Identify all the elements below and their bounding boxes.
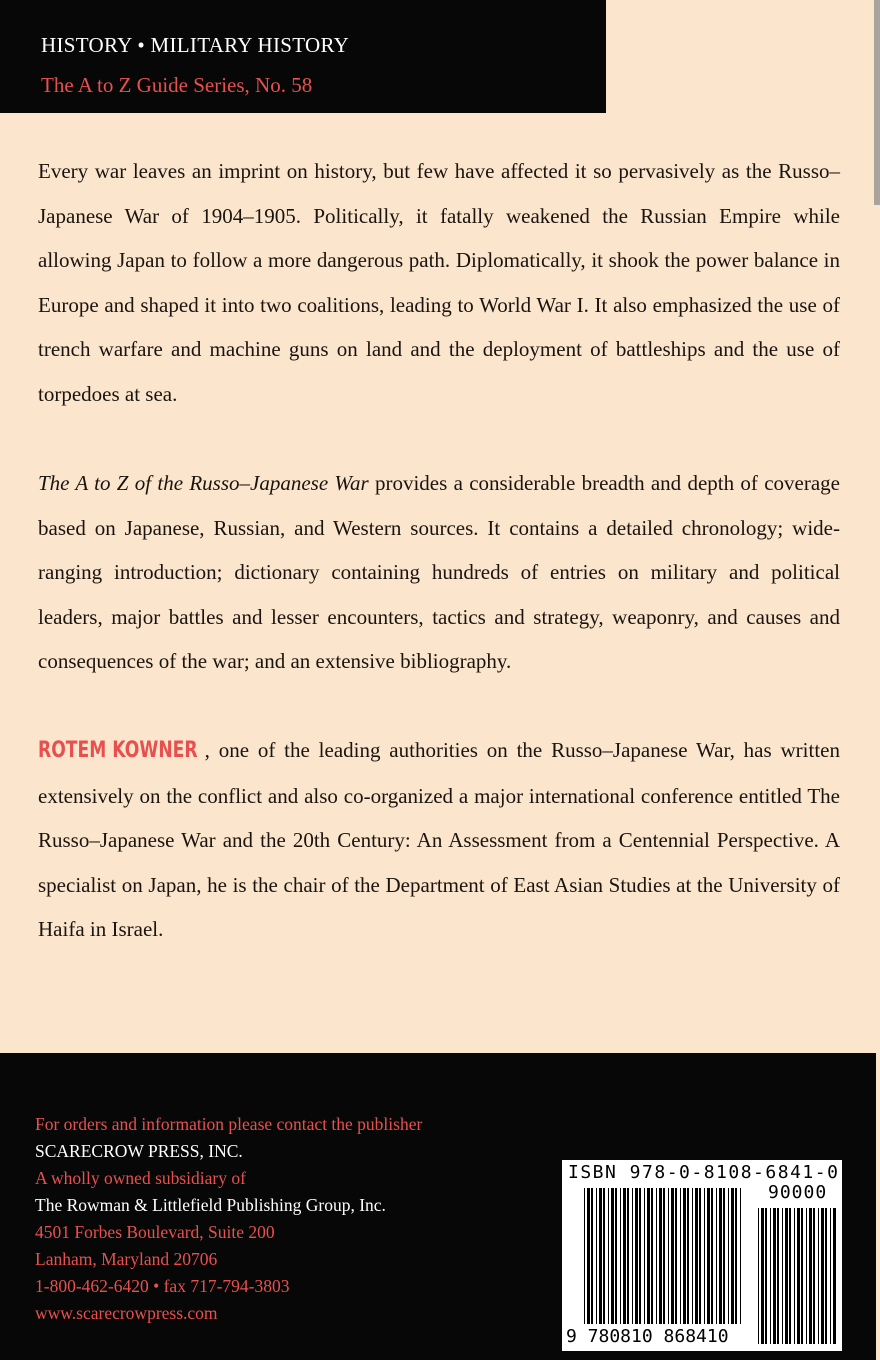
parent-company: The Rowman & Littlefield Publishing Group, Inc. xyxy=(35,1195,386,1215)
barcode-bar xyxy=(830,1208,831,1344)
barcode-bar xyxy=(761,1208,764,1344)
ean-number: 9 780810 868410 xyxy=(566,1326,729,1347)
barcode-bar xyxy=(765,1208,767,1344)
barcode-bar xyxy=(770,1208,771,1344)
author-paragraph xyxy=(38,728,840,952)
orders-line: For orders and information please contact the publisher xyxy=(35,1114,423,1134)
barcode-bar xyxy=(699,1188,701,1324)
barcode-bar xyxy=(659,1188,662,1324)
barcode-bar xyxy=(825,1208,827,1344)
barcode-bar xyxy=(680,1188,681,1324)
website-link: www.scarecrowpress.com xyxy=(35,1303,218,1323)
description-paragraph: Every war leaves an imprint on history, but few have affected it so pervasively as the Russo–Japanese War of 1904–1905. Politically, it fatally weakened the Russian Empire while allowing Japan to follow a more dangerous path. Diplomatically, it shook the power balance in Europe and shaped it into two coalitions, leading to World War I. It also emphasized the use of trench warfare and machine guns on land and the deployment of battleships and the use of torpedoes at sea. xyxy=(38,159,840,406)
barcode-bar xyxy=(707,1188,710,1324)
barcode-bar xyxy=(632,1188,633,1324)
barcode-bar xyxy=(644,1188,645,1324)
barcode-bar xyxy=(611,1188,614,1324)
barcode-bar xyxy=(801,1208,803,1344)
coverage-paragraph xyxy=(38,461,840,684)
barcode-bar xyxy=(608,1188,609,1324)
barcode-bar xyxy=(663,1188,665,1324)
barcode-bar xyxy=(668,1188,669,1324)
barcode-bar xyxy=(833,1208,836,1344)
publisher-name: SCARECROW PRESS, INC. xyxy=(35,1141,243,1161)
price-code: 90000 xyxy=(768,1182,828,1203)
barcode-bar xyxy=(821,1208,824,1344)
barcode-bar xyxy=(777,1208,779,1344)
barcode-bar xyxy=(740,1188,741,1324)
barcode-bar xyxy=(692,1188,693,1324)
category-label: HISTORY • MILITARY HISTORY xyxy=(41,33,350,57)
barcode-bar xyxy=(639,1188,641,1324)
barcode-bar xyxy=(773,1208,776,1344)
barcode-bar xyxy=(683,1188,686,1324)
publisher-footer xyxy=(0,1053,876,1360)
barcode-bar xyxy=(719,1188,722,1324)
barcode-bar xyxy=(671,1188,674,1324)
author-name: ROTEM KOWNER xyxy=(38,738,198,763)
barcode-bar xyxy=(797,1208,800,1344)
barcode-bar xyxy=(794,1208,795,1344)
barcode-bar xyxy=(587,1188,590,1324)
isbn-barcode xyxy=(562,1160,842,1351)
barcode-bar xyxy=(599,1188,602,1324)
barcode-bar xyxy=(735,1188,737,1324)
barcode-bar xyxy=(782,1208,783,1344)
barcode-bar xyxy=(758,1208,759,1344)
coverage-text: provides a considerable breadth and depth of coverage based on Japanese, Russian, and Western sources. It contains a detailed chronology; wide-ranging introduction; dictionary containing hundreds of entries on military and political leaders, major battles and lesser encounters, tactics and strategy, weaponry, and causes and consequences of the war; and an extensive bibliography. xyxy=(38,471,840,673)
barcode-bar xyxy=(818,1208,819,1344)
barcode-bar xyxy=(651,1188,653,1324)
barcode-bar xyxy=(695,1188,698,1324)
barcode-bar xyxy=(603,1188,605,1324)
barcode-bar xyxy=(620,1188,621,1324)
barcode-bar xyxy=(596,1188,597,1324)
barcode-bar xyxy=(728,1188,729,1324)
series-label: The A to Z Guide Series, No. 58 xyxy=(41,73,313,97)
address-line-2: Lanham, Maryland 20706 xyxy=(35,1249,218,1269)
barcode-bar xyxy=(806,1208,807,1344)
barcode-bar xyxy=(716,1188,717,1324)
publisher-contact xyxy=(35,1111,422,1327)
barcode-bar xyxy=(704,1188,705,1324)
barcode-bar xyxy=(711,1188,713,1324)
header-band xyxy=(0,0,606,113)
barcode-bar xyxy=(785,1208,788,1344)
phone-fax: 1-800-462-6420 • fax 717-794-3803 xyxy=(35,1276,290,1296)
book-title: The A to Z of the Russo–Japanese War xyxy=(38,471,369,495)
edge-strip xyxy=(874,0,880,205)
barcode-bar xyxy=(584,1188,585,1324)
barcode-bar xyxy=(789,1208,791,1344)
footer-edge xyxy=(876,1053,880,1360)
barcode-bar xyxy=(809,1208,812,1344)
barcode-bar xyxy=(591,1188,593,1324)
isbn-number: ISBN 978-0-8108-6841-0 xyxy=(568,1162,840,1183)
barcode-bar xyxy=(615,1188,617,1324)
barcode-bar xyxy=(813,1208,815,1344)
barcode-bar xyxy=(656,1188,657,1324)
address-line-1: 4501 Forbes Boulevard, Suite 200 xyxy=(35,1222,275,1242)
barcode-bar xyxy=(687,1188,689,1324)
barcode-bar xyxy=(647,1188,650,1324)
barcode-bar xyxy=(623,1188,626,1324)
barcode-bar xyxy=(723,1188,725,1324)
barcode-bar xyxy=(635,1188,638,1324)
barcode-bar xyxy=(675,1188,677,1324)
barcode-bar xyxy=(627,1188,629,1324)
barcode-bar xyxy=(731,1188,734,1324)
subsidiary-line: A wholly owned subsidiary of xyxy=(35,1168,246,1188)
author-bio: , one of the leading authorities on the Russo–Japanese War, has written extensively on the conflict and also co-organized a major international conference entitled The Russo–Japanese War and the 20th Century: An Assessment from a Centennial Perspective. A specialist on Japan, he is the chair of the Department of East Asian Studies at the University of Haifa in Israel. xyxy=(38,738,840,941)
